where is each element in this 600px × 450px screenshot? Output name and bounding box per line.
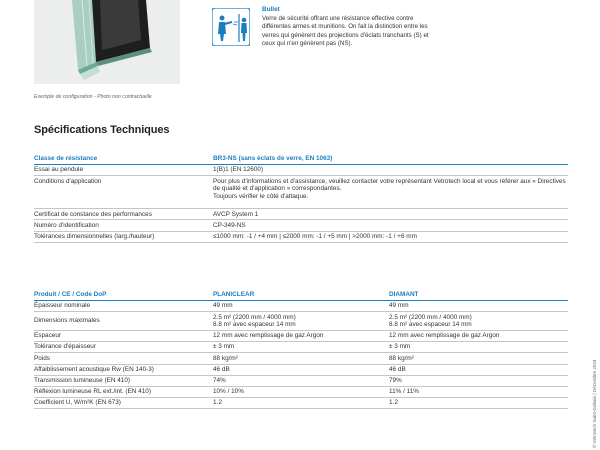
row-label: Numéro d'identification bbox=[34, 221, 99, 229]
products-table bbox=[34, 290, 568, 409]
row-value: 88 kg/m² bbox=[389, 354, 414, 362]
product-photo bbox=[34, 0, 180, 84]
row-value: 1.2 bbox=[213, 399, 222, 407]
photo-caption: Exemple de configuration - Photo non contractuelle bbox=[34, 94, 152, 100]
row-value: 88 kg/m² bbox=[213, 354, 238, 362]
table-row bbox=[34, 209, 568, 220]
row-value: AVCP System 1 bbox=[213, 210, 259, 218]
row-value: 74% bbox=[213, 376, 226, 384]
bullet-title: Bullet bbox=[262, 6, 280, 13]
table-row bbox=[34, 375, 568, 386]
row-value: 10% / 10% bbox=[213, 388, 244, 396]
row-value: 11% / 11% bbox=[389, 388, 419, 396]
table-row bbox=[34, 353, 568, 364]
row-value: ± 3 mm bbox=[213, 343, 235, 351]
table-row bbox=[34, 231, 568, 242]
row-label: Transmission lumineuse (EN 410) bbox=[34, 376, 131, 384]
table-row bbox=[34, 176, 568, 209]
row-value: 46 dB bbox=[213, 365, 230, 373]
header-cell: PLANICLEAR bbox=[213, 291, 255, 299]
dimension-line: 8.8 m² avec espaceur 14 mm bbox=[213, 321, 296, 329]
row-value: 12 mm avec remplissage de gaz Argon bbox=[389, 332, 500, 340]
row-value: CP-349-NS bbox=[213, 221, 246, 229]
table-row bbox=[34, 364, 568, 375]
specifications-table bbox=[34, 154, 568, 243]
row-value: 1.2 bbox=[389, 399, 398, 407]
row-label: Coefficient U, W/m²K (EN 673) bbox=[34, 399, 121, 407]
row-label: Poids bbox=[34, 354, 50, 362]
section-title: Spécifications Techniques bbox=[34, 124, 170, 136]
header-cell: Produit / CE / Code DoP bbox=[34, 291, 107, 299]
row-label: Tolérances dimensionnelles (larg./hauteur) bbox=[34, 232, 155, 240]
table-row bbox=[34, 331, 568, 342]
row-value: 49 mm bbox=[389, 302, 409, 310]
header-cell: DIAMANT bbox=[389, 291, 419, 299]
row-value: 1(B)1 (EN 12600) bbox=[213, 166, 264, 174]
dimension-line: 2.5 m² (2200 mm / 4000 mm) bbox=[213, 313, 296, 321]
table-header-row bbox=[34, 154, 568, 165]
row-value: 12 mm avec remplissage de gaz Argon bbox=[213, 332, 324, 340]
header-cell: BR3-NS (sans éclats de verre, EN 1063) bbox=[213, 155, 333, 163]
table-row bbox=[34, 342, 568, 353]
row-value: 79% bbox=[389, 376, 402, 384]
table-row bbox=[34, 220, 568, 231]
table-row bbox=[34, 165, 568, 176]
dimension-line: 8.8 m² avec espaceur 14 mm bbox=[389, 321, 472, 329]
row-label: Affaiblissement acoustique Rw (EN 140-3) bbox=[34, 365, 154, 373]
row-value: 49 mm bbox=[213, 302, 233, 310]
glass-sample-illustration bbox=[34, 0, 180, 84]
conditions-note: Toujours vérifier le côté d'attaque. bbox=[213, 192, 309, 200]
row-label: Conditions d'application bbox=[34, 177, 102, 185]
row-label: Réflexion lumineuse RL ext./int. (EN 410) bbox=[34, 388, 151, 396]
row-value: ± 3 mm bbox=[389, 343, 411, 351]
header-cell: Classe de résistance bbox=[34, 155, 98, 163]
shooter-target-icon bbox=[212, 8, 250, 46]
row-label: Certificat de constance des performances bbox=[34, 210, 152, 218]
row-label: Dimensions maximales bbox=[34, 317, 100, 325]
row-label: Essai au pendule bbox=[34, 166, 84, 174]
bullet-description: Verre de sécurité offrant une résistance effective contre différentes armes et munitions. On fait la distinction entre les verres qui génèrent des projections d'éclats tranchants (S) et ceux qui n'en génèrent pas (NS). bbox=[262, 15, 429, 48]
row-value bbox=[213, 176, 568, 209]
row-label: Épaisseur nominale bbox=[34, 302, 91, 310]
row-label: Espaceur bbox=[34, 332, 61, 340]
table-row bbox=[34, 398, 568, 409]
row-value bbox=[213, 312, 389, 331]
row-value: ≤1000 mm: -1 / +4 mm | ≤2000 mm: -1 / +5 mm | >2000 mm: -1 / +6 mm bbox=[213, 232, 417, 240]
table-header-row bbox=[34, 290, 568, 301]
table-row bbox=[34, 312, 568, 331]
conditions-text: Pour plus d'informations et d'assistance, veuillez contacter votre représentant Vetrotech local et vous référer aux « Directives de qualité et d'application » correspondantes. bbox=[213, 177, 566, 193]
row-label: Tolérance d'épaisseur bbox=[34, 343, 96, 351]
row-value bbox=[389, 312, 568, 331]
dimension-line: 2.5 m² (2200 mm / 4000 mm) bbox=[389, 313, 472, 321]
row-value: 46 dB bbox=[389, 365, 406, 373]
table-row bbox=[34, 386, 568, 397]
copyright-note: © Vetrotech Saint-Gobain | Décembre 2024 bbox=[592, 359, 597, 448]
table-row bbox=[34, 301, 568, 312]
